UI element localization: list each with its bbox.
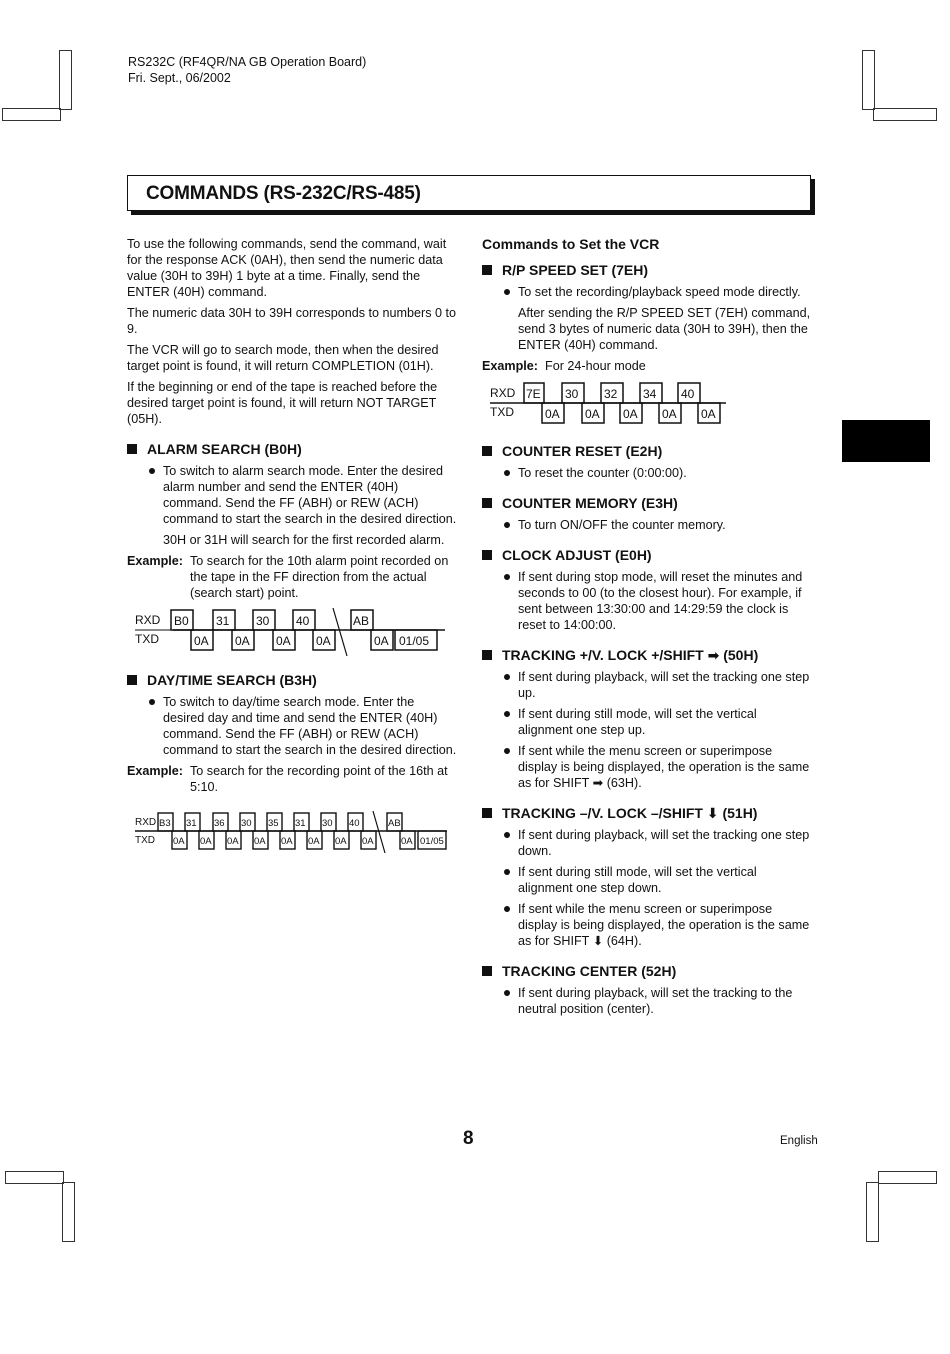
txd-bytes: [191, 630, 437, 650]
intro-paragraph: If the beginning or end of the tape is reached before the desired target point is found, it will return NOT TARGET (05H).: [127, 380, 438, 426]
section-heading: [482, 495, 814, 511]
dot-bullet-icon: [504, 748, 510, 754]
txd-byte: 0A: [374, 634, 389, 648]
txd-byte: 0A: [281, 836, 293, 847]
dot-bullet-icon: [504, 711, 510, 717]
crop-mark: [59, 50, 72, 110]
txd-byte: 0A: [701, 407, 716, 421]
rxd-byte: 35: [268, 818, 279, 829]
txd-byte: 0A: [194, 634, 209, 648]
txd-byte: 0A: [401, 836, 413, 847]
txd-bytes: [542, 403, 720, 423]
square-bullet-icon: [482, 966, 492, 976]
dot-bullet-icon: [504, 522, 510, 528]
page-title: COMMANDS (RS-232C/RS-485): [146, 183, 421, 204]
square-bullet-icon: [482, 550, 492, 560]
dot-bullet-icon: [504, 674, 510, 680]
txd-byte: 0A: [362, 836, 374, 847]
section-heading: [482, 547, 814, 563]
example: [127, 763, 457, 795]
square-bullet-icon: [127, 675, 137, 685]
intro-paragraph: To use the following commands, send the command, wait for the response ACK (0AH), then send the numeric data value (30H to 39H) 1 byte at a time. Finally, send the ENTER (40H) command.: [127, 237, 447, 299]
section-heading: [127, 672, 457, 688]
example: [127, 553, 457, 601]
square-bullet-icon: [482, 446, 492, 456]
square-bullet-icon: [482, 265, 492, 275]
example: [482, 358, 814, 374]
txd-bytes: [172, 831, 446, 849]
bullet-item: To switch to day/time search mode. Enter the desired day and time and send the ENTER (40H) command. Send the FF (ABH) or REW (ACH) command to start the search in the desired direction.: [127, 694, 457, 758]
example-label: Example:: [127, 554, 183, 568]
document-header: [128, 54, 366, 86]
rxd-byte: B3: [159, 818, 171, 829]
dot-bullet-icon: [504, 470, 510, 476]
rxd-byte: AB: [353, 614, 370, 628]
section-heading-text: R/P SPEED SET (7EH): [502, 262, 649, 278]
dot-bullet-icon: [504, 574, 510, 580]
rxd-byte: B0: [174, 614, 189, 628]
timing-diagram-rp-speed: [482, 379, 814, 429]
section-heading: [482, 647, 814, 663]
section-heading-text: TRACKING –/V. LOCK –/SHIFT ⬇ (51H): [502, 805, 758, 821]
rxd-label: RXD: [490, 386, 516, 400]
left-column: [127, 236, 457, 867]
section-heading: [127, 441, 457, 457]
rxd-byte: 31: [295, 818, 306, 829]
example-label: Example:: [127, 764, 183, 778]
txd-byte: 0A: [335, 836, 347, 847]
txd-byte: 0A: [545, 407, 560, 421]
square-bullet-icon: [482, 650, 492, 660]
dot-bullet-icon: [504, 990, 510, 996]
example-text: To search for the recording point of the 16th at 5:10.: [190, 764, 448, 794]
intro-paragraph: The VCR will go to search mode, then when the desired target point is found, it will return COMPLETION (01H).: [127, 343, 439, 373]
crop-mark: [862, 50, 875, 110]
section-heading-text: TRACKING CENTER (52H): [502, 963, 677, 979]
txd-byte: 0A: [308, 836, 320, 847]
txd-byte: 01/05: [420, 836, 444, 847]
txd-byte: 0A: [585, 407, 600, 421]
crop-mark: [878, 1171, 937, 1184]
dot-bullet-icon: [149, 468, 155, 474]
bullet-item: To reset the counter (0:00:00).: [482, 465, 814, 481]
rxd-byte: 7E: [526, 387, 541, 401]
crop-mark: [866, 1182, 879, 1242]
section-heading: [482, 963, 814, 979]
section-heading-text: CLOCK ADJUST (E0H): [502, 547, 652, 563]
bullet-item: To set the recording/playback speed mode directly.: [482, 284, 814, 300]
txd-byte: 0A: [276, 634, 291, 648]
indented-note: 30H or 31H will search for the first recorded alarm.: [163, 533, 445, 547]
page-number: 8: [463, 1128, 474, 1149]
rxd-byte: 32: [604, 387, 618, 401]
dot-bullet-icon: [504, 289, 510, 295]
square-bullet-icon: [482, 808, 492, 818]
page-title-box: [127, 175, 811, 211]
rxd-bytes: [524, 383, 700, 403]
section-heading-text: ALARM SEARCH (B0H): [147, 441, 302, 457]
rxd-byte: 31: [186, 818, 197, 829]
rxd-byte: 30: [565, 387, 579, 401]
bullet-item: To turn ON/OFF the counter memory.: [482, 517, 814, 533]
txd-byte: 0A: [227, 836, 239, 847]
square-bullet-icon: [482, 498, 492, 508]
dot-bullet-icon: [504, 869, 510, 875]
example-text: To search for the 10th alarm point recorded on the tape in the FF direction from the actual (search start) point.: [190, 554, 449, 600]
txd-byte: 0A: [254, 836, 266, 847]
txd-byte: 01/05: [399, 634, 430, 648]
txd-byte: 0A: [200, 836, 212, 847]
rxd-byte: 40: [349, 818, 360, 829]
rxd-byte: 30: [256, 614, 270, 628]
example-text: For 24-hour mode: [545, 359, 646, 373]
bullet-item: If sent during stop mode, will reset the minutes and seconds to 00 (to the closest hour). For example, if sent between 13:30:00 and 14:29:59 the clock is reset to 14:00:00.: [482, 569, 814, 633]
rxd-byte: 36: [214, 818, 225, 829]
txd-byte: 0A: [316, 634, 331, 648]
section-heading-text: COUNTER RESET (E2H): [502, 443, 663, 459]
intro-paragraph: The numeric data 30H to 39H corresponds to numbers 0 to 9.: [127, 306, 457, 336]
bullet-item: If sent while the menu screen or superimpose display is being displayed, the operation is the same as for SHIFT ⬇ (64H).: [482, 901, 814, 949]
bullet-item: If sent during still mode, will set the vertical alignment one step down.: [482, 864, 814, 896]
section-heading: [482, 443, 814, 459]
rxd-byte: 31: [216, 614, 230, 628]
bullet-item: If sent during playback, will set the tracking one step up.: [482, 669, 814, 701]
txd-byte: 0A: [662, 407, 677, 421]
break-mark: [373, 811, 385, 853]
txd-byte: 0A: [623, 407, 638, 421]
crop-mark: [2, 108, 61, 121]
section-tab-marker: [842, 420, 930, 462]
bullet-item: If sent during still mode, will set the vertical alignment one step up.: [482, 706, 814, 738]
section-heading-text: DAY/TIME SEARCH (B3H): [147, 672, 317, 688]
rxd-bytes: [158, 813, 402, 831]
subsection-title: Commands to Set the VCR: [482, 236, 660, 252]
txd-label: TXD: [135, 835, 155, 846]
dot-bullet-icon: [149, 699, 155, 705]
crop-mark: [62, 1182, 75, 1242]
timing-diagram-alarm: [127, 606, 457, 658]
rxd-byte: 40: [681, 387, 695, 401]
txd-label: TXD: [490, 405, 514, 419]
dot-bullet-icon: [504, 832, 510, 838]
bullet-item: If sent during playback, will set the tracking to the neutral position (center).: [482, 985, 814, 1017]
txd-byte: 0A: [173, 836, 185, 847]
rxd-byte: 30: [322, 818, 333, 829]
section-heading-text: COUNTER MEMORY (E3H): [502, 495, 678, 511]
rxd-byte: AB: [388, 818, 401, 829]
crop-mark: [5, 1171, 64, 1184]
bullet-item: If sent while the menu screen or superimpose display is being displayed, the operation is the same as for SHIFT ➡ (63H).: [482, 743, 814, 791]
rxd-label: RXD: [135, 613, 161, 627]
indented-note: After sending the R/P SPEED SET (7EH) command, send 3 bytes of numeric data (30H to 39H), then the ENTER (40H) command.: [518, 306, 811, 352]
txd-label: TXD: [135, 632, 159, 646]
rxd-byte: 30: [241, 818, 252, 829]
section-heading: [482, 262, 814, 278]
rxd-byte: 34: [643, 387, 657, 401]
rxd-label: RXD: [135, 817, 157, 828]
language-label: English: [780, 1135, 818, 1147]
timing-diagram-daytime: [127, 809, 457, 859]
crop-mark: [873, 108, 937, 121]
bullet-item: To switch to alarm search mode. Enter the desired alarm number and send the ENTER (40H) command. Send the FF (ABH) or REW (ACH) command to start the search in the desired direction.: [127, 463, 457, 527]
section-heading: [482, 805, 814, 821]
header-line-1: RS232C (RF4QR/NA GB Operation Board): [128, 55, 367, 69]
rxd-bytes: [171, 610, 373, 630]
txd-byte: 0A: [235, 634, 250, 648]
right-column: [482, 236, 814, 1022]
bullet-item: If sent during playback, will set the tracking one step down.: [482, 827, 814, 859]
example-label: Example:: [482, 359, 538, 373]
header-line-2: Fri. Sept., 06/2002: [128, 71, 231, 85]
section-heading-text: TRACKING +/V. LOCK +/SHIFT ➡ (50H): [502, 647, 759, 663]
dot-bullet-icon: [504, 906, 510, 912]
square-bullet-icon: [127, 444, 137, 454]
rxd-byte: 40: [296, 614, 310, 628]
